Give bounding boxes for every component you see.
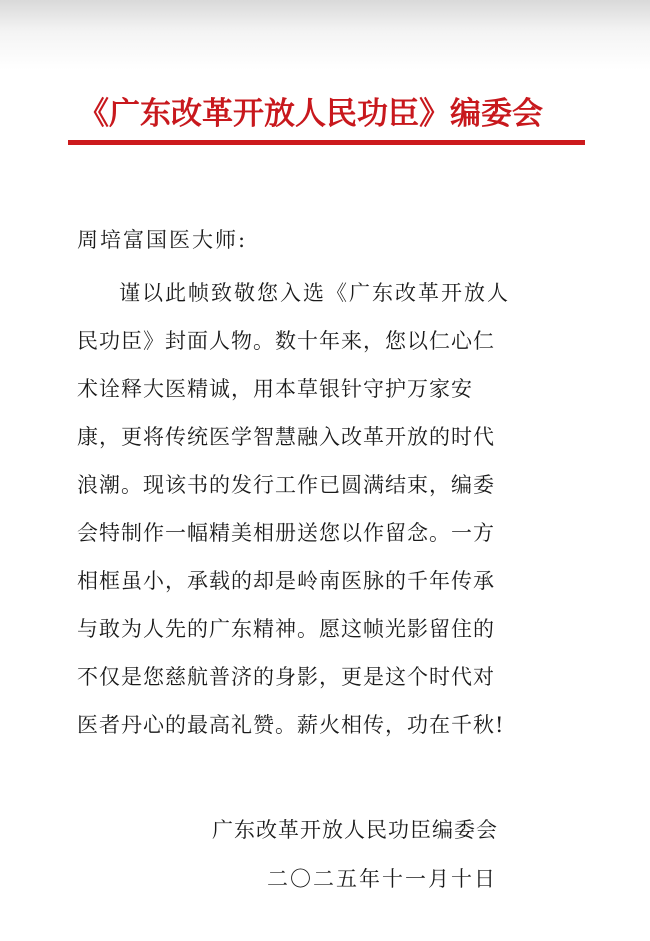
letter-line: 与敢为人先的广东精神。愿这帧光影留住的: [77, 617, 495, 641]
letter-line: 术诠释大医精诚，用本草银针守护万家安: [77, 377, 473, 401]
letter-line: 康，更将传统医学智慧融入改革开放的时代: [77, 425, 495, 449]
letterhead-red-rule: [68, 140, 585, 145]
letter-line: 相框虽小，承载的却是岭南医脉的千年传承: [77, 569, 495, 593]
letter-salutation: 周培富国医大师:: [77, 228, 248, 252]
letter-line: 浪潮。现该书的发行工作已圆满结束，编委: [77, 473, 495, 497]
letter-line: 不仅是您慈航普济的身影，更是这个时代对: [77, 665, 495, 689]
letter-line: 会特制作一幅精美相册送您以作留念。一方: [77, 521, 495, 545]
letter-line: 医者丹心的最高礼赞。薪火相传，功在千秋!: [77, 713, 505, 737]
letter-line: 民功臣》封面人物。数十年来，您以仁心仁: [77, 329, 495, 353]
screenshot-top-shadow: [0, 0, 650, 70]
letter-line: 谨以此帧致敬您入选《广东改革开放人: [119, 281, 510, 305]
signature-organization: 广东改革开放人民功臣编委会: [212, 818, 498, 842]
signature-date: 二〇二五年十一月十日: [267, 867, 497, 891]
letterhead-title: 《广东改革开放人民功臣》编委会: [78, 96, 543, 132]
